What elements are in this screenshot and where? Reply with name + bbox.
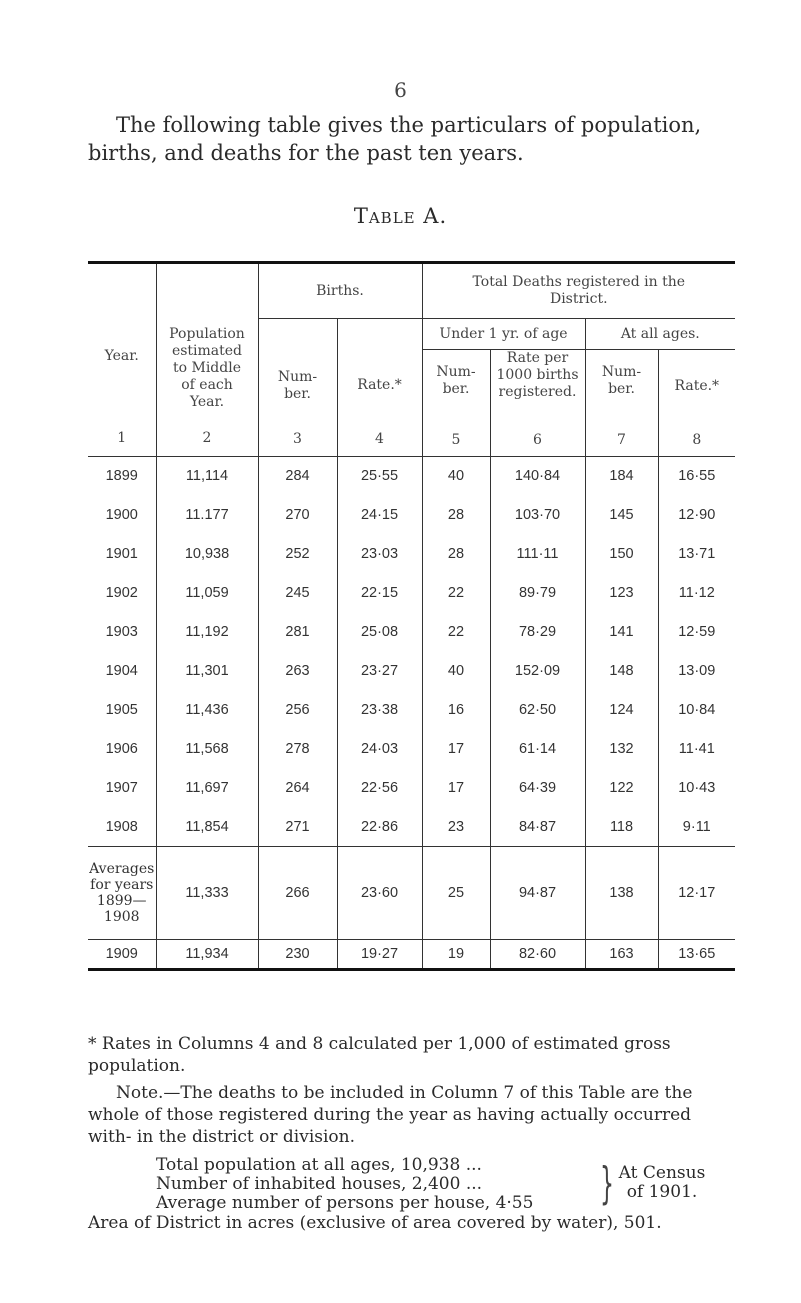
table-cell: 78·29 bbox=[490, 613, 585, 652]
col-num-7: 7 bbox=[617, 432, 626, 448]
table-cell: 82·60 bbox=[490, 940, 585, 970]
table-cell: 163 bbox=[585, 940, 658, 970]
table-cell: 278 bbox=[258, 730, 337, 769]
table-cell: 94·87 bbox=[490, 847, 585, 940]
table-cell: 1901 bbox=[88, 535, 156, 574]
table-cell: 270 bbox=[258, 496, 337, 535]
year-header: Year. 1 bbox=[88, 263, 156, 457]
census-line: Number of inhabited houses, 2,400 ... bbox=[156, 1174, 483, 1194]
table-cell: 10·43 bbox=[658, 769, 735, 808]
table-cell: 132 bbox=[585, 730, 658, 769]
table-cell: 25·08 bbox=[337, 613, 422, 652]
table-cell: 19·27 bbox=[337, 940, 422, 970]
table-cell: 25 bbox=[422, 847, 490, 940]
table-row bbox=[88, 574, 735, 613]
table-cell: 1906 bbox=[88, 730, 156, 769]
table-cell: 11,192 bbox=[156, 613, 258, 652]
table-cell: 256 bbox=[258, 691, 337, 730]
table-cell: 40 bbox=[422, 652, 490, 691]
table-row bbox=[88, 691, 735, 730]
area-line: Area of District in acres (exclusive of area covered by water), 501. bbox=[88, 1213, 662, 1233]
table-cell: 145 bbox=[585, 496, 658, 535]
table-cell: 118 bbox=[585, 808, 658, 847]
table-row bbox=[88, 535, 735, 574]
table-cell: 271 bbox=[258, 808, 337, 847]
census-line: Total population at all ages, 10,938 ... bbox=[156, 1155, 482, 1175]
year-1909-row bbox=[88, 940, 735, 970]
table-cell: 9·11 bbox=[658, 808, 735, 847]
population-table bbox=[88, 261, 735, 971]
table-cell: 111·11 bbox=[490, 535, 585, 574]
table-cell: 22 bbox=[422, 574, 490, 613]
table-cell: 10,938 bbox=[156, 535, 258, 574]
table-cell: 1899 bbox=[88, 457, 156, 496]
table-cell: 11,114 bbox=[156, 457, 258, 496]
table-title: Table A. bbox=[353, 204, 448, 228]
table-cell: 140·84 bbox=[490, 457, 585, 496]
population-header: Population estimated to Middle of each Year. 2 bbox=[156, 263, 258, 457]
table-cell: 148 bbox=[585, 652, 658, 691]
births-header: Births. bbox=[258, 263, 422, 319]
table-cell: 252 bbox=[258, 535, 337, 574]
table-cell: 123 bbox=[585, 574, 658, 613]
table-cell: 1904 bbox=[88, 652, 156, 691]
table-cell: 24·15 bbox=[337, 496, 422, 535]
col-num-8: 8 bbox=[692, 432, 702, 448]
table-cell: 22·86 bbox=[337, 808, 422, 847]
table-cell: 141 bbox=[585, 613, 658, 652]
table-cell: 1900 bbox=[88, 496, 156, 535]
table-cell: 124 bbox=[585, 691, 658, 730]
col-num-5: 5 bbox=[451, 432, 461, 448]
table-cell: 17 bbox=[422, 730, 490, 769]
col-num-3: 3 bbox=[293, 431, 302, 447]
table-cell: 138 bbox=[585, 847, 658, 940]
table-cell: 28 bbox=[422, 535, 490, 574]
table-row bbox=[88, 730, 735, 769]
table-cell: 263 bbox=[258, 652, 337, 691]
col-num-1: 1 bbox=[117, 430, 127, 446]
table-cell: 40 bbox=[422, 457, 490, 496]
col-num-6: 6 bbox=[533, 432, 542, 448]
table-row bbox=[88, 613, 735, 652]
averages-row bbox=[88, 847, 735, 940]
table-cell: 16·55 bbox=[658, 457, 735, 496]
under1-rate-header: Rate per 1000 births registered. 6 bbox=[490, 350, 585, 457]
table-cell: 1909 bbox=[88, 940, 156, 970]
table-cell: 23·03 bbox=[337, 535, 422, 574]
intro-paragraph: The following table gives the particulars of population, births, and deaths for the past ten years. bbox=[88, 113, 702, 165]
table-cell: 61·14 bbox=[490, 730, 585, 769]
table-cell: 22·56 bbox=[337, 769, 422, 808]
table-cell: 23 bbox=[422, 808, 490, 847]
table-row bbox=[88, 808, 735, 847]
births-number-header: Num- ber. 3 bbox=[258, 319, 337, 457]
table-cell: 64·39 bbox=[490, 769, 585, 808]
table-cell: 12·90 bbox=[658, 496, 735, 535]
all-rate-header: Rate.* 8 bbox=[658, 350, 735, 457]
table-cell: 19 bbox=[422, 940, 490, 970]
table-cell: 184 bbox=[585, 457, 658, 496]
table-cell: 84·87 bbox=[490, 808, 585, 847]
table-cell: 13·71 bbox=[658, 535, 735, 574]
table-cell: 12·17 bbox=[658, 847, 735, 940]
table-cell: 11,436 bbox=[156, 691, 258, 730]
table-cell: 284 bbox=[258, 457, 337, 496]
table-cell: 11,568 bbox=[156, 730, 258, 769]
table-cell: 11·12 bbox=[658, 574, 735, 613]
census-details bbox=[156, 1156, 533, 1213]
table-cell: 1907 bbox=[88, 769, 156, 808]
table-cell: 12·59 bbox=[658, 613, 735, 652]
table-cell: 11,934 bbox=[156, 940, 258, 970]
table-cell: 11.177 bbox=[156, 496, 258, 535]
brace-icon: } bbox=[600, 1158, 614, 1209]
table-cell: 1903 bbox=[88, 613, 156, 652]
census-line: Average number of persons per house, 4·55 bbox=[156, 1193, 534, 1213]
table-cell: 25·55 bbox=[337, 457, 422, 496]
births-rate-header: Rate.* 4 bbox=[337, 319, 422, 457]
table-cell: 245 bbox=[258, 574, 337, 613]
table-cell: 152·09 bbox=[490, 652, 585, 691]
rates-footnote: * Rates in Columns 4 and 8 calculated per 1,000 of estimated gross population. bbox=[88, 1034, 671, 1076]
census-label: At Census of 1901. bbox=[618, 1163, 706, 1202]
table-cell: 23·38 bbox=[337, 691, 422, 730]
table-cell: 16 bbox=[422, 691, 490, 730]
under1-header: Under 1 yr. of age bbox=[422, 319, 585, 350]
table-cell: 10·84 bbox=[658, 691, 735, 730]
table-cell: 1902 bbox=[88, 574, 156, 613]
table-cell: 264 bbox=[258, 769, 337, 808]
table-cell: 1905 bbox=[88, 691, 156, 730]
table-cell: 11,697 bbox=[156, 769, 258, 808]
page-number: 6 bbox=[394, 78, 407, 102]
table-cell: 89·79 bbox=[490, 574, 585, 613]
table-cell: 122 bbox=[585, 769, 658, 808]
table-cell: 17 bbox=[422, 769, 490, 808]
table-cell: 266 bbox=[258, 847, 337, 940]
table-row bbox=[88, 652, 735, 691]
table-cell: 13·65 bbox=[658, 940, 735, 970]
table-cell: 11,854 bbox=[156, 808, 258, 847]
all-ages-header: At all ages. bbox=[585, 319, 735, 350]
table-cell: 62·50 bbox=[490, 691, 585, 730]
table-cell: 11·41 bbox=[658, 730, 735, 769]
table-cell: 23·27 bbox=[337, 652, 422, 691]
table-cell: 24·03 bbox=[337, 730, 422, 769]
table-cell: 28 bbox=[422, 496, 490, 535]
table-cell: 11,333 bbox=[156, 847, 258, 940]
note-paragraph: Note.—The deaths to be included in Column 7 of this Table are the whole of those registered during the year as having actually occurred with- in the district or division. bbox=[88, 1083, 693, 1147]
table-cell: 281 bbox=[258, 613, 337, 652]
under1-number-header: Num- ber. 5 bbox=[422, 350, 490, 457]
table-cell: 1908 bbox=[88, 808, 156, 847]
table-row bbox=[88, 457, 735, 496]
averages-label: Averages for years 1899— 1908 bbox=[88, 847, 156, 940]
all-number-header: Num- ber. 7 bbox=[585, 350, 658, 457]
table-cell: 11,059 bbox=[156, 574, 258, 613]
table-row bbox=[88, 496, 735, 535]
table-cell: 23·60 bbox=[337, 847, 422, 940]
table-cell: 22·15 bbox=[337, 574, 422, 613]
table-cell: 230 bbox=[258, 940, 337, 970]
col-num-2: 2 bbox=[202, 430, 212, 446]
table-cell: 150 bbox=[585, 535, 658, 574]
col-num-4: 4 bbox=[375, 431, 384, 447]
table-row bbox=[88, 769, 735, 808]
table-cell: 11,301 bbox=[156, 652, 258, 691]
table-cell: 22 bbox=[422, 613, 490, 652]
table-cell: 13·09 bbox=[658, 652, 735, 691]
deaths-header: Total Deaths registered in the District. bbox=[422, 263, 735, 319]
table-cell: 103·70 bbox=[490, 496, 585, 535]
